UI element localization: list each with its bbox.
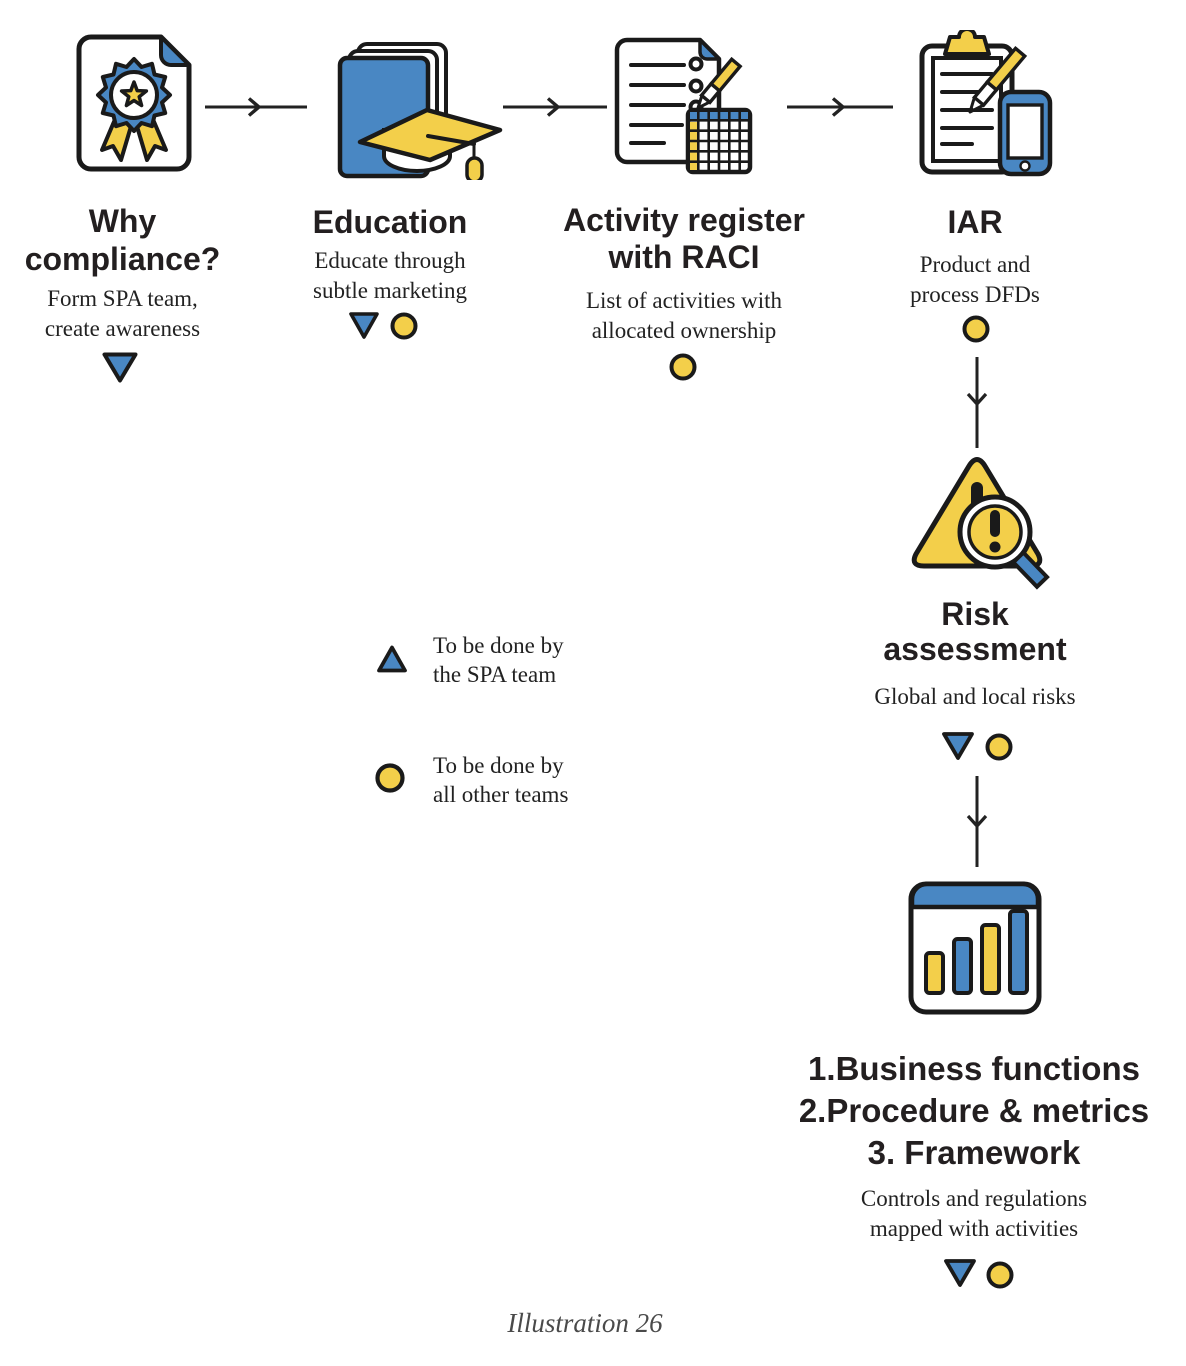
other-teams-marker-icon bbox=[961, 314, 991, 344]
iar-clipboard-phone-icon bbox=[912, 30, 1057, 180]
risk-assessment-subtitle: Global and local risks bbox=[874, 684, 1076, 709]
step-education-subtitle: Educate through subtle marketing bbox=[313, 248, 467, 303]
spa-team-marker-icon bbox=[101, 351, 139, 384]
other-teams-marker-icon bbox=[985, 1260, 1015, 1290]
flow-arrow-right-icon bbox=[502, 96, 608, 118]
legend-spa-label: To be done by the SPA team bbox=[433, 633, 564, 687]
outputs-subtitle: Controls and regulations mapped with activities bbox=[860, 1186, 1088, 1241]
flow-arrow-right-icon bbox=[204, 96, 308, 118]
step-why-subtitle: Form SPA team, create awareness bbox=[44, 286, 201, 341]
step-why-title-line1: Why bbox=[88, 203, 157, 239]
illustration-caption: Illustration 26 bbox=[507, 1308, 663, 1338]
bar-chart-icon bbox=[907, 880, 1043, 1017]
education-book-cap-icon bbox=[332, 38, 508, 180]
other-teams-marker-icon bbox=[984, 732, 1014, 762]
step-why-title bbox=[0, 202, 245, 278]
outputs-title: 1.Business functions 2.Procedure & metrics 3. Framework bbox=[798, 1050, 1150, 1171]
step-iar-title: IAR bbox=[947, 204, 1003, 240]
spa-team-marker-icon bbox=[348, 311, 380, 340]
flow-arrow-down-icon bbox=[965, 776, 989, 868]
risk-warning-magnifier-icon bbox=[905, 450, 1051, 596]
step-iar-subtitle: Product and process DFDs bbox=[910, 252, 1040, 307]
flow-arrow-right-icon bbox=[786, 96, 894, 118]
spa-team-marker-icon bbox=[943, 1258, 977, 1288]
certificate-document-icon bbox=[75, 33, 195, 175]
step-education-title: Education bbox=[312, 204, 468, 240]
other-teams-marker-icon bbox=[668, 352, 698, 382]
legend-other-circle-icon bbox=[374, 762, 406, 794]
step-why-title-line2: compliance? bbox=[24, 241, 221, 277]
step-activity-title: Activity register with RACI bbox=[563, 202, 805, 275]
legend-spa-triangle-icon bbox=[376, 644, 408, 674]
other-teams-marker-icon bbox=[389, 311, 419, 341]
risk-assessment-title: Risk assessment bbox=[883, 596, 1067, 667]
flow-arrow-down-icon bbox=[965, 357, 989, 449]
spa-team-marker-icon bbox=[941, 731, 975, 761]
step-activity-subtitle: List of activities with allocated ownership bbox=[585, 288, 783, 343]
legend-other-label: To be done by all other teams bbox=[433, 753, 569, 807]
activity-register-icon bbox=[612, 36, 754, 178]
